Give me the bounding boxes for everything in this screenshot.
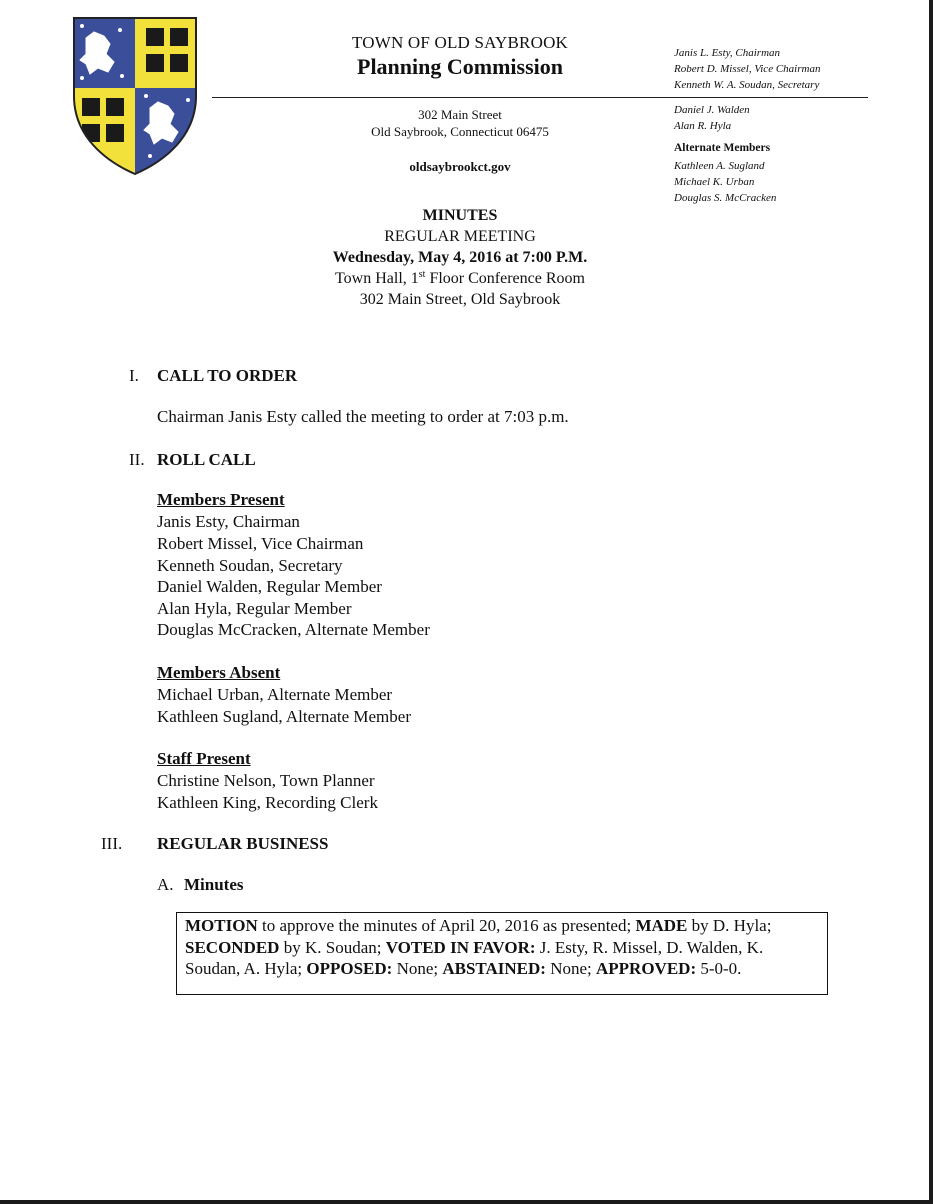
seconded-text: by K. Soudan; — [279, 937, 386, 957]
officer-vice-chairman: Robert D. Missel, Vice Chairman — [674, 63, 821, 75]
regular-member: Alan R. Hyla — [674, 120, 732, 132]
section-title-call-to-order: CALL TO ORDER — [157, 366, 298, 385]
made-label: MADE — [635, 916, 688, 935]
motion-label: MOTION — [185, 916, 258, 935]
alternate-member: Michael K. Urban — [674, 176, 755, 188]
made-text: by D. Hyla; — [687, 916, 772, 935]
town-crest-logo — [70, 16, 200, 176]
alternate-member: Kathleen A. Sugland — [674, 160, 765, 172]
page-edge-right — [929, 0, 933, 1204]
website: oldsaybrookct.gov — [409, 159, 511, 174]
approved-text: 5-0-0. — [696, 959, 742, 979]
favor-text: J. Esty, R. Missel, D. Walden, K. Soudan, A. Hyla; — [185, 937, 764, 979]
section-number: III. — [101, 834, 123, 853]
list-item: Robert Missel, Vice Chairman — [157, 534, 364, 553]
alternate-member: Douglas S. McCracken — [674, 192, 777, 204]
address-line-2: Old Saybrook, Connecticut 06475 — [371, 124, 549, 139]
alternate-members-heading: Alternate Members — [674, 142, 771, 154]
subsection-number: A. — [157, 875, 174, 894]
list-item: Janis Esty, Chairman — [157, 512, 300, 531]
header-divider — [212, 97, 868, 98]
meeting-address: 302 Main Street, Old Saybrook — [359, 291, 561, 308]
commission-name: Planning Commission — [357, 54, 563, 79]
motion-box — [176, 912, 828, 995]
list-item: Douglas McCracken, Alternate Member — [157, 620, 430, 639]
list-item: Kenneth Soudan, Secretary — [157, 556, 343, 575]
staff-present-heading: Staff Present — [157, 749, 251, 768]
officer-chairman: Janis L. Esty, Chairman — [674, 47, 781, 59]
section-number: II. — [129, 450, 145, 469]
location-text: Floor Conference Room — [425, 270, 585, 287]
meeting-location — [280, 268, 640, 289]
town-name: TOWN OF OLD SAYBROOK — [351, 33, 569, 52]
meeting-type: REGULAR MEETING — [384, 228, 536, 245]
approved-label: APPROVED: — [596, 959, 697, 979]
abstained-label: ABSTAINED: — [442, 959, 546, 979]
meeting-date: Wednesday, May 4, 2016 at 7:00 P.M. — [332, 249, 588, 266]
subsection-title-minutes: Minutes — [184, 875, 244, 894]
list-item: Michael Urban, Alternate Member — [157, 685, 393, 704]
alternate-members-list — [674, 158, 776, 206]
location-superscript: st — [418, 269, 426, 280]
members-absent-heading: Members Absent — [157, 663, 281, 682]
officers-list — [674, 45, 820, 93]
seconded-label: SECONDED — [185, 937, 280, 957]
section-number: I. — [129, 366, 139, 385]
address-line-1: 302 Main Street — [418, 107, 502, 122]
opposed-label: OPPOSED: — [306, 959, 393, 979]
opposed-text: None; — [392, 959, 443, 979]
list-item: Alan Hyla, Regular Member — [157, 599, 352, 618]
document-title: MINUTES — [422, 207, 498, 224]
regular-member: Daniel J. Walden — [674, 104, 750, 116]
members-present-heading: Members Present — [157, 490, 285, 509]
section-title-roll-call: ROLL CALL — [157, 450, 256, 469]
call-to-order-text: Chairman Janis Esty called the meeting to order at 7:03 p.m. — [157, 407, 569, 426]
list-item: Kathleen King, Recording Clerk — [157, 793, 378, 812]
list-item: Kathleen Sugland, Alternate Member — [157, 707, 411, 726]
list-item: Daniel Walden, Regular Member — [157, 577, 382, 596]
location-text: Town Hall, 1 — [335, 270, 419, 287]
section-title-regular-business: REGULAR BUSINESS — [157, 834, 329, 853]
list-item: Christine Nelson, Town Planner — [157, 771, 375, 790]
officer-secretary: Kenneth W. A. Soudan, Secretary — [674, 79, 820, 91]
regular-members-list — [674, 102, 750, 134]
motion-text: to approve the minutes of April 20, 2016 as presented; — [257, 916, 636, 935]
favor-label: VOTED IN FAVOR: — [385, 937, 536, 957]
page-edge-bottom — [0, 1200, 933, 1204]
abstained-text: None; — [545, 959, 596, 979]
